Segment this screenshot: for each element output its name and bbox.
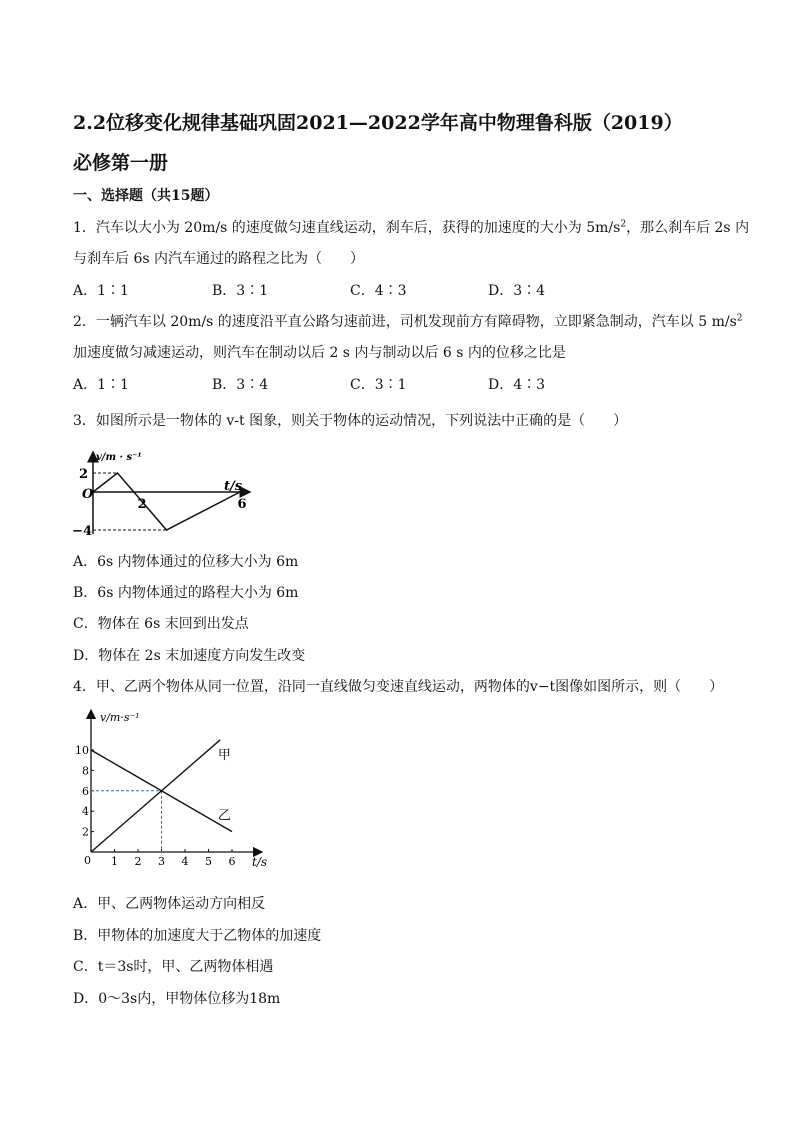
q1-stem-text-b: ，那么刹车后 2s 内 (626, 220, 750, 236)
q3-x-axis-label: t/s (224, 479, 243, 494)
q4-stem: 4．甲、乙两个物体从同一位置，沿同一直线做匀变速直线运动，两物体的v−t图像如图所示，则（ ） (73, 679, 724, 695)
q4-y-tick-label-2: 2 (82, 825, 89, 839)
q4-y-axis-label: v/m·s⁻¹ (100, 711, 140, 724)
q3-x-tick-label-6: 6 (237, 497, 247, 512)
q4-y-tick-label-10: 10 (75, 744, 89, 757)
q1-stem-text-a: 1．汽车以大小为 20m/s 的速度做匀速直线运动，刹车后，获得的加速度的大小为 5m/s (73, 220, 621, 236)
q3-x-tick-label-2: 2 (137, 497, 147, 512)
q3-option-d: D．物体在 2s 末加速度方向发生改变 (73, 648, 306, 664)
q4-x-tick-label-6: 6 (228, 855, 236, 868)
q1-option-b: B．3∶1 (212, 283, 269, 299)
q1-option-c: C．4∶3 (350, 283, 407, 299)
q3-velocity-line (93, 473, 240, 530)
q2-stem-line-1 (73, 311, 743, 331)
q3-y-tick-label-2: 2 (78, 467, 88, 482)
q3-option-a: A．6s 内物体通过的位移大小为 6m (73, 554, 299, 570)
q2-option-a: A．1∶1 (73, 377, 129, 393)
q4-x-tick-label-2: 2 (134, 855, 142, 868)
q2-stem-line-2: 加速度做匀减速运动，则汽车在制动以后 2 s 内与制动以后 6 s 内的位移之比是 (73, 345, 566, 361)
q3-y-tick-label-neg4: −4 (72, 524, 92, 539)
document-title (73, 103, 733, 183)
q4-option-d: D．0～3s内，甲物体位移为18m (73, 991, 281, 1007)
q3-y-axis-label: v/m · s⁻¹ (96, 452, 142, 463)
q4-origin-label: 0 (84, 854, 91, 867)
q3-option-c: C．物体在 6s 末回到出发点 (73, 616, 249, 632)
title-line-2: 必修第一册 (73, 152, 169, 174)
q2-option-c: C．3∶1 (350, 377, 407, 393)
q4-series-label-yi: 乙 (217, 808, 231, 824)
q2-option-b: B．3∶4 (212, 377, 269, 393)
q4-y-tick-label-8: 8 (82, 764, 89, 778)
q2-stem-text-a: 2．一辆汽车以 20m/s 的速度沿平直公路匀速前进，司机发现前方有障碍物，立即紧急制动，汽车以 5 m/s (73, 314, 737, 330)
q4-option-b: B．甲物体的加速度大于乙物体的加速度 (73, 928, 322, 944)
q4-option-a: A．甲、乙两物体运动方向相反 (73, 896, 266, 912)
q4-y-tick-label-6: 6 (82, 784, 89, 798)
q1-stem-line-1 (73, 217, 749, 237)
q4-series-label-jia: 甲 (217, 748, 231, 764)
q1-stem-line-2: 与刹车后 6s 内汽车通过的路程之比为（ ） (73, 251, 364, 267)
title-line-1: 2.2位移变化规律基础巩固2021—2022学年高中物理鲁科版（2019） (73, 112, 683, 134)
q4-x-axis-label: t/s (252, 855, 268, 869)
q2-option-d: D．4∶3 (488, 377, 546, 393)
q4-x-tick-label-4: 4 (181, 855, 189, 868)
q3-vt-graph (72, 446, 268, 539)
q1-option-d: D．3∶4 (488, 283, 546, 299)
q4-x-tick-label-3: 3 (158, 855, 165, 868)
q3-option-b: B．6s 内物体通过的路程大小为 6m (73, 585, 299, 601)
q3-stem: 3．如图所示是一物体的 v-t 图象，则关于物体的运动情况，下列说法中正确的是（ ） (73, 413, 628, 429)
q4-option-c: C．t＝3s时，甲、乙两物体相遇 (73, 959, 274, 975)
q1-stem-sup: 2 (620, 219, 627, 230)
q3-origin-label: O (82, 487, 94, 502)
q4-x-tick-label-1: 1 (111, 855, 118, 868)
q1-option-a: A．1∶1 (73, 283, 129, 299)
q2-stem-sup: 2 (736, 313, 743, 324)
q4-vt-graph (75, 706, 280, 876)
q4-x-tick-label-5: 5 (205, 855, 212, 868)
section-heading: 一、选择题（共15题） (73, 188, 219, 204)
q4-series-line-jia (91, 740, 220, 852)
q4-y-tick-label-4: 4 (82, 805, 89, 819)
